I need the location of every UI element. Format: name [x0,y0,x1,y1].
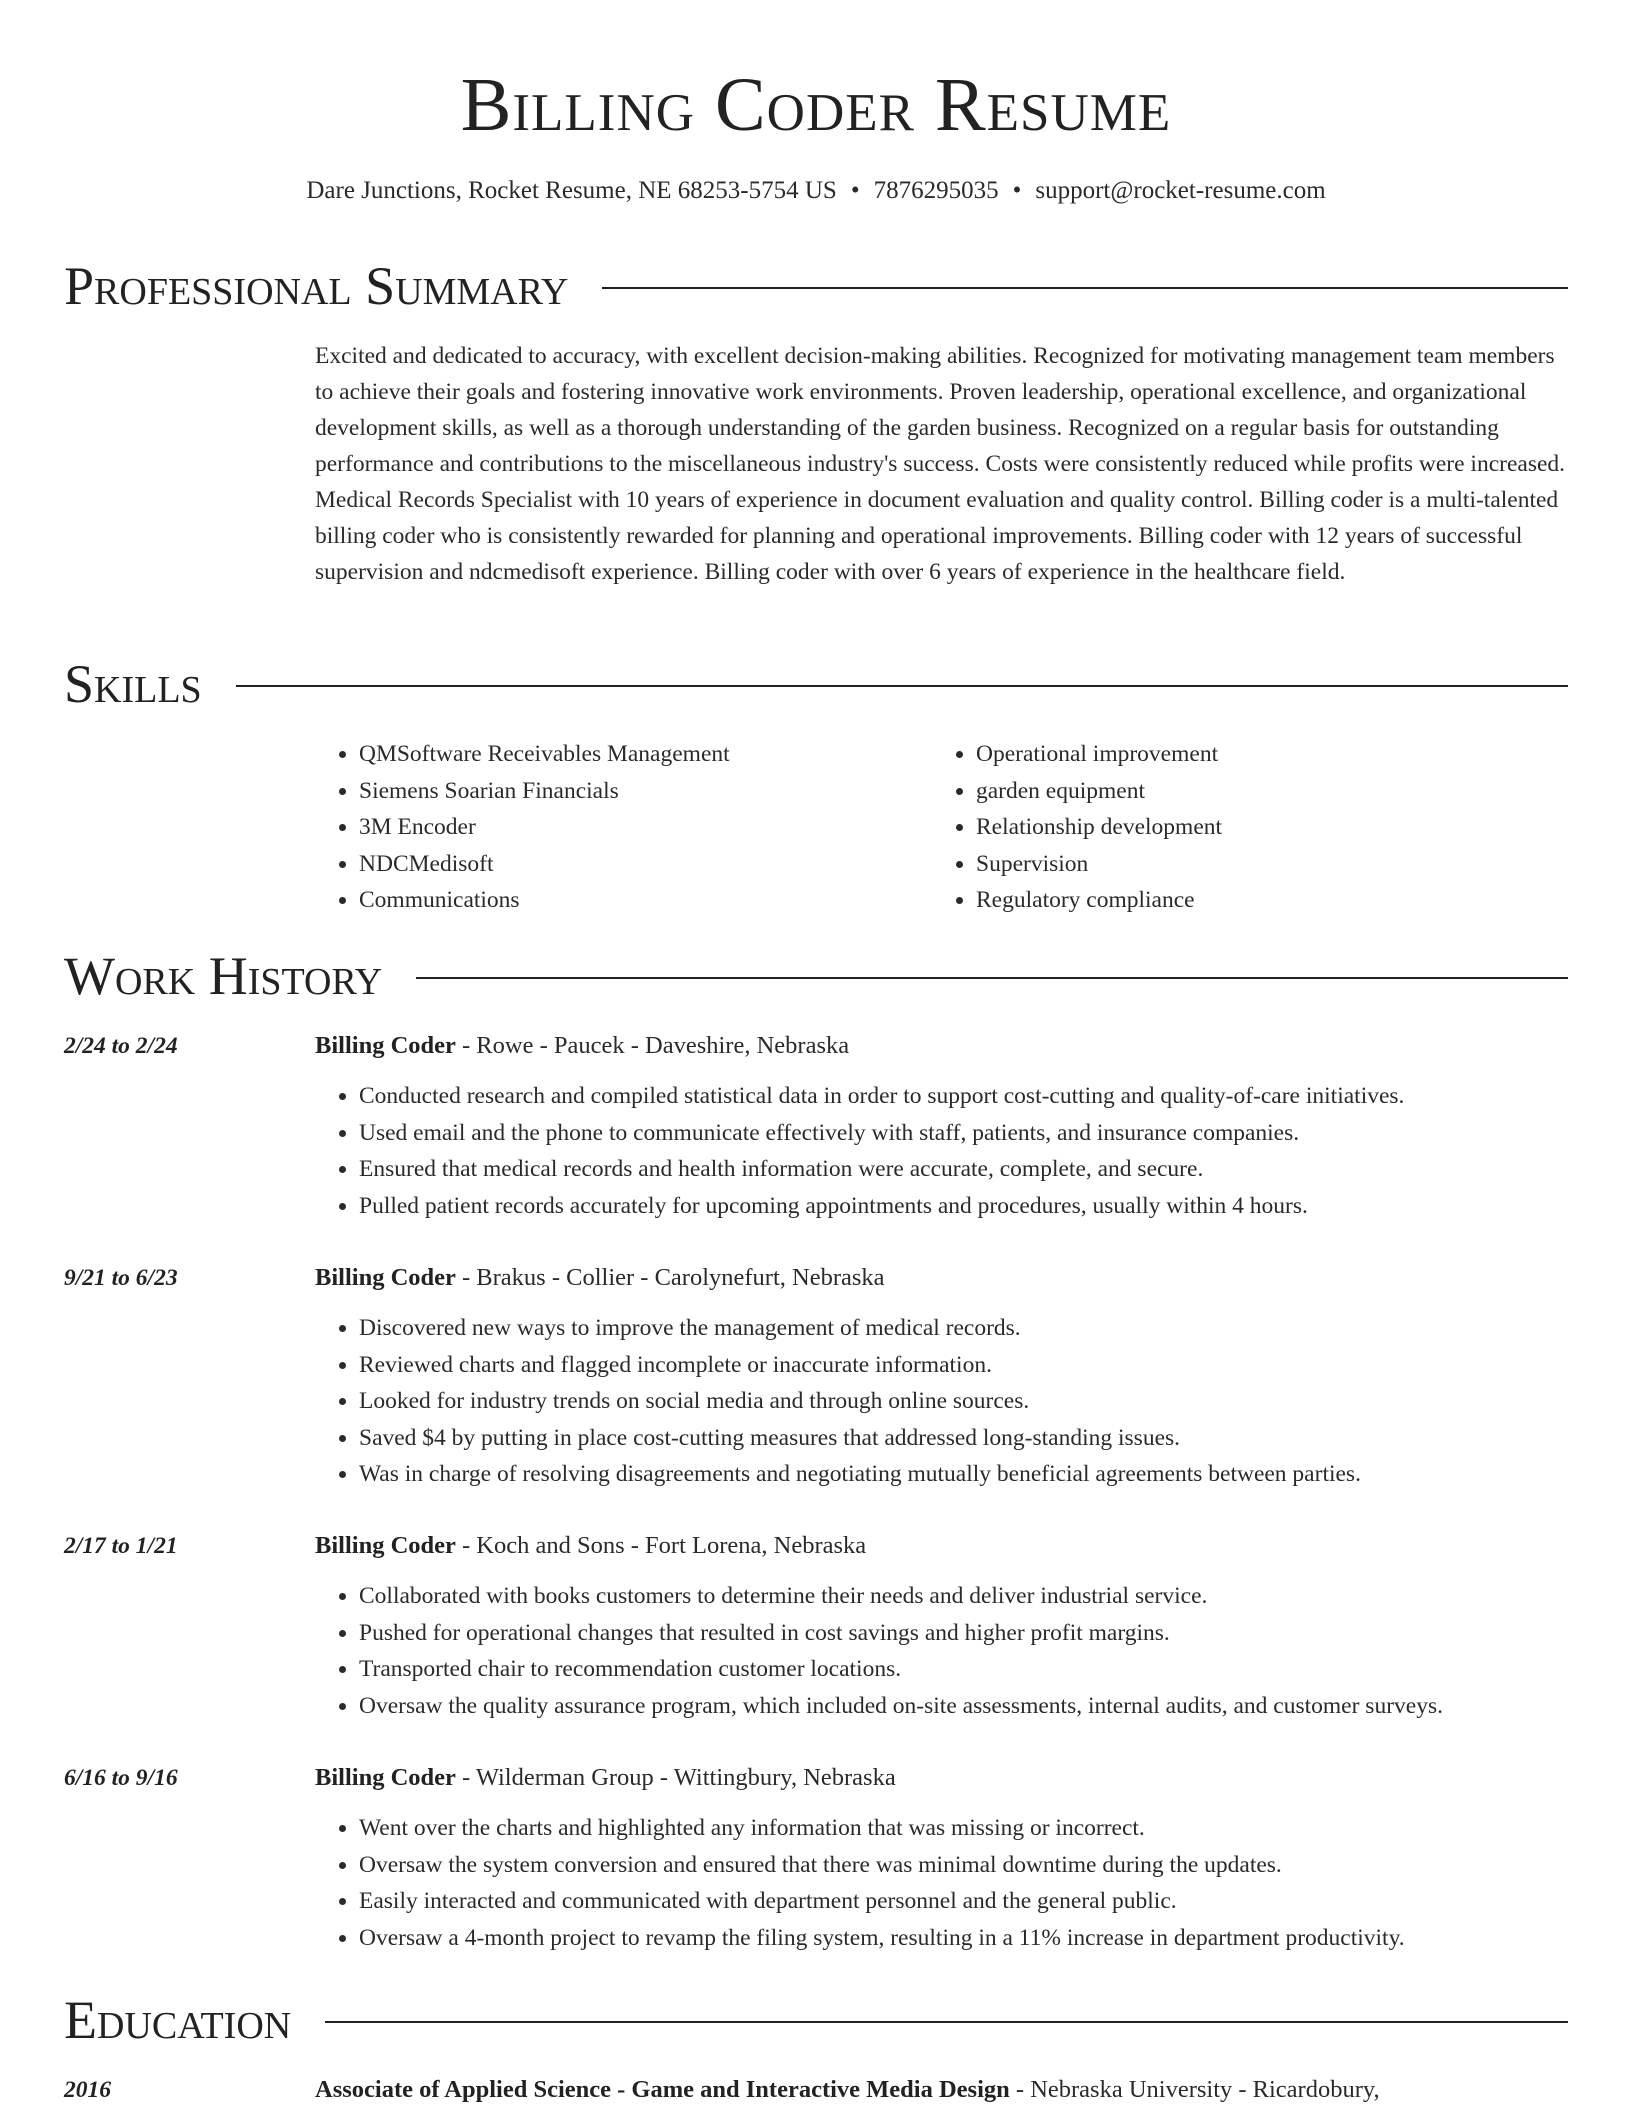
skill-item: • QMSoftware Receivables Management [359,736,932,773]
education-degree: Associate of Applied Science - Game and Interactive Media Design [315,2076,1010,2103]
section-divider [236,685,1568,687]
skill-item: • Operational improvement [976,736,1549,773]
skill-item: • 3M Encoder [359,809,932,846]
job-bullet: • Reviewed charts and flagged incomplete or inaccurate information. [359,1347,1568,1384]
job-title: Billing Coder [315,1032,456,1059]
skill-item: • Supervision [976,846,1549,883]
skill-item: • Regulatory compliance [976,882,1549,919]
job-employer: - Rowe - Paucek - Daveshire, Nebraska [455,1032,850,1059]
job-bullet: • Ensured that medical records and health information were accurate, complete, and secure. [359,1151,1568,1188]
section-divider [325,2021,1568,2023]
job-title: Billing Coder [315,1532,456,1559]
skill-item: • Siemens Soarian Financials [359,773,932,810]
contact-separator: • [1012,177,1022,204]
skill-item: • NDCMedisoft [359,846,932,883]
section-divider [416,977,1568,979]
job-bullet: • Discovered new ways to improve the management of medical records. [359,1310,1568,1347]
skill-item: • garden equipment [976,773,1549,810]
skills-heading: Skills [64,654,202,714]
job-bullet: • Saved $4 by putting in place cost-cutting measures that addressed long-standing issues. [359,1420,1568,1457]
job-dates: 9/21 to 6/23 [64,1265,178,1291]
job-employer: - Wilderman Group - Wittingbury, Nebraska [455,1764,896,1791]
job-bullet: • Transported chair to recommendation customer locations. [359,1651,1568,1688]
job-bullet: • Conducted research and compiled statistical data in order to support cost-cutting and quality-of-care initiatives. [359,1078,1568,1115]
job-bullet: • Looked for industry trends on social media and through online sources. [359,1383,1568,1420]
job-bullet: • Went over the charts and highlighted any information that was missing or incorrect. [359,1810,1568,1847]
job-bullet: • Pushed for operational changes that resulted in cost savings and higher profit margins. [359,1615,1568,1652]
job-heading [315,1760,896,1796]
job-bullet: • Collaborated with books customers to determine their needs and deliver industrial service. [359,1578,1568,1615]
education-year: 2016 [64,2077,111,2103]
job-dates: 6/16 to 9/16 [64,1765,178,1791]
education-section-header [64,1990,1568,2050]
job-bullet: • Oversaw the quality assurance program, which included on-site assessments, internal audits, and customer surveys. [359,1688,1568,1725]
job-title: Billing Coder [315,1764,456,1791]
contact-line [0,174,1632,208]
skills-column-left [315,736,932,919]
contact-address: Dare Junctions, Rocket Resume, NE 68253-5754 US [306,177,837,204]
contact-phone: 7876295035 [873,177,999,204]
skill-item: • Communications [359,882,932,919]
job-title: Billing Coder [315,1264,456,1291]
job-bullets [315,1078,1568,1224]
skills-list [315,736,1568,919]
resume-title: Billing Coder Resume [460,63,1172,147]
summary-text: Excited and dedicated to accuracy, with excellent decision-making abilities. Recognized for motivating management team members to achieve their goals and fostering innovative work environments. Proven leadership, operational excellence, and organizational development skills, as well as a thorough understanding of the garden business. Recognized on a regular basis for outstanding performance and contributions to the miscellaneous industry's success. Costs were consistently reduced while profits were increased. Medical Records Specialist with 10 years of experience in document evaluation and quality control. Billing coder is a multi-talented billing coder who is consistently rewarded for planning and operational improvements. Billing coder with 12 years of successful supervision and ndcmedisoft experience. Billing coder with over 6 years of experience in the healthcare field. [315,343,1566,585]
job-heading [315,1260,885,1296]
job-bullet: • Pulled patient records accurately for upcoming appointments and procedures, usually within 4 hours. [359,1188,1568,1225]
summary-heading: Professional Summary [64,256,569,316]
job-bullet: • Was in charge of resolving disagreements and negotiating mutually beneficial agreements between parties. [359,1456,1568,1493]
work-heading: Work History [64,946,383,1006]
job-bullet: • Easily interacted and communicated with department personnel and the general public. [359,1883,1568,1920]
job-employer: - Brakus - Collier - Carolynefurt, Nebraska [455,1264,885,1291]
job-dates: 2/17 to 1/21 [64,1533,178,1559]
job-bullet: • Oversaw a 4-month project to revamp the filing system, resulting in a 11% increase in department productivity. [359,1920,1568,1957]
job-bullets [315,1810,1568,1956]
education-heading: Education [64,1990,292,2050]
summary-section-header [64,256,1568,316]
contact-email: support@rocket-resume.com [1035,177,1326,204]
job-heading [315,1028,849,1064]
education-school: - Nebraska University - Ricardobury, [1009,2076,1380,2103]
job-bullets [315,1310,1568,1493]
job-dates: 2/24 to 2/24 [64,1033,178,1059]
job-heading [315,1528,866,1564]
job-bullet: • Used email and the phone to communicate effectively with staff, patients, and insurance companies. [359,1115,1568,1152]
job-bullet: • Oversaw the system conversion and ensured that there was minimal downtime during the updates. [359,1847,1568,1884]
contact-separator: • [850,177,860,204]
education-heading-line [315,2072,1380,2108]
work-section-header [64,946,1568,1006]
skill-item: • Relationship development [976,809,1549,846]
skills-section-header [64,654,1568,714]
job-employer: - Koch and Sons - Fort Lorena, Nebraska [455,1532,867,1559]
job-bullets [315,1578,1568,1724]
section-divider [602,287,1568,289]
skills-column-right [932,736,1549,919]
